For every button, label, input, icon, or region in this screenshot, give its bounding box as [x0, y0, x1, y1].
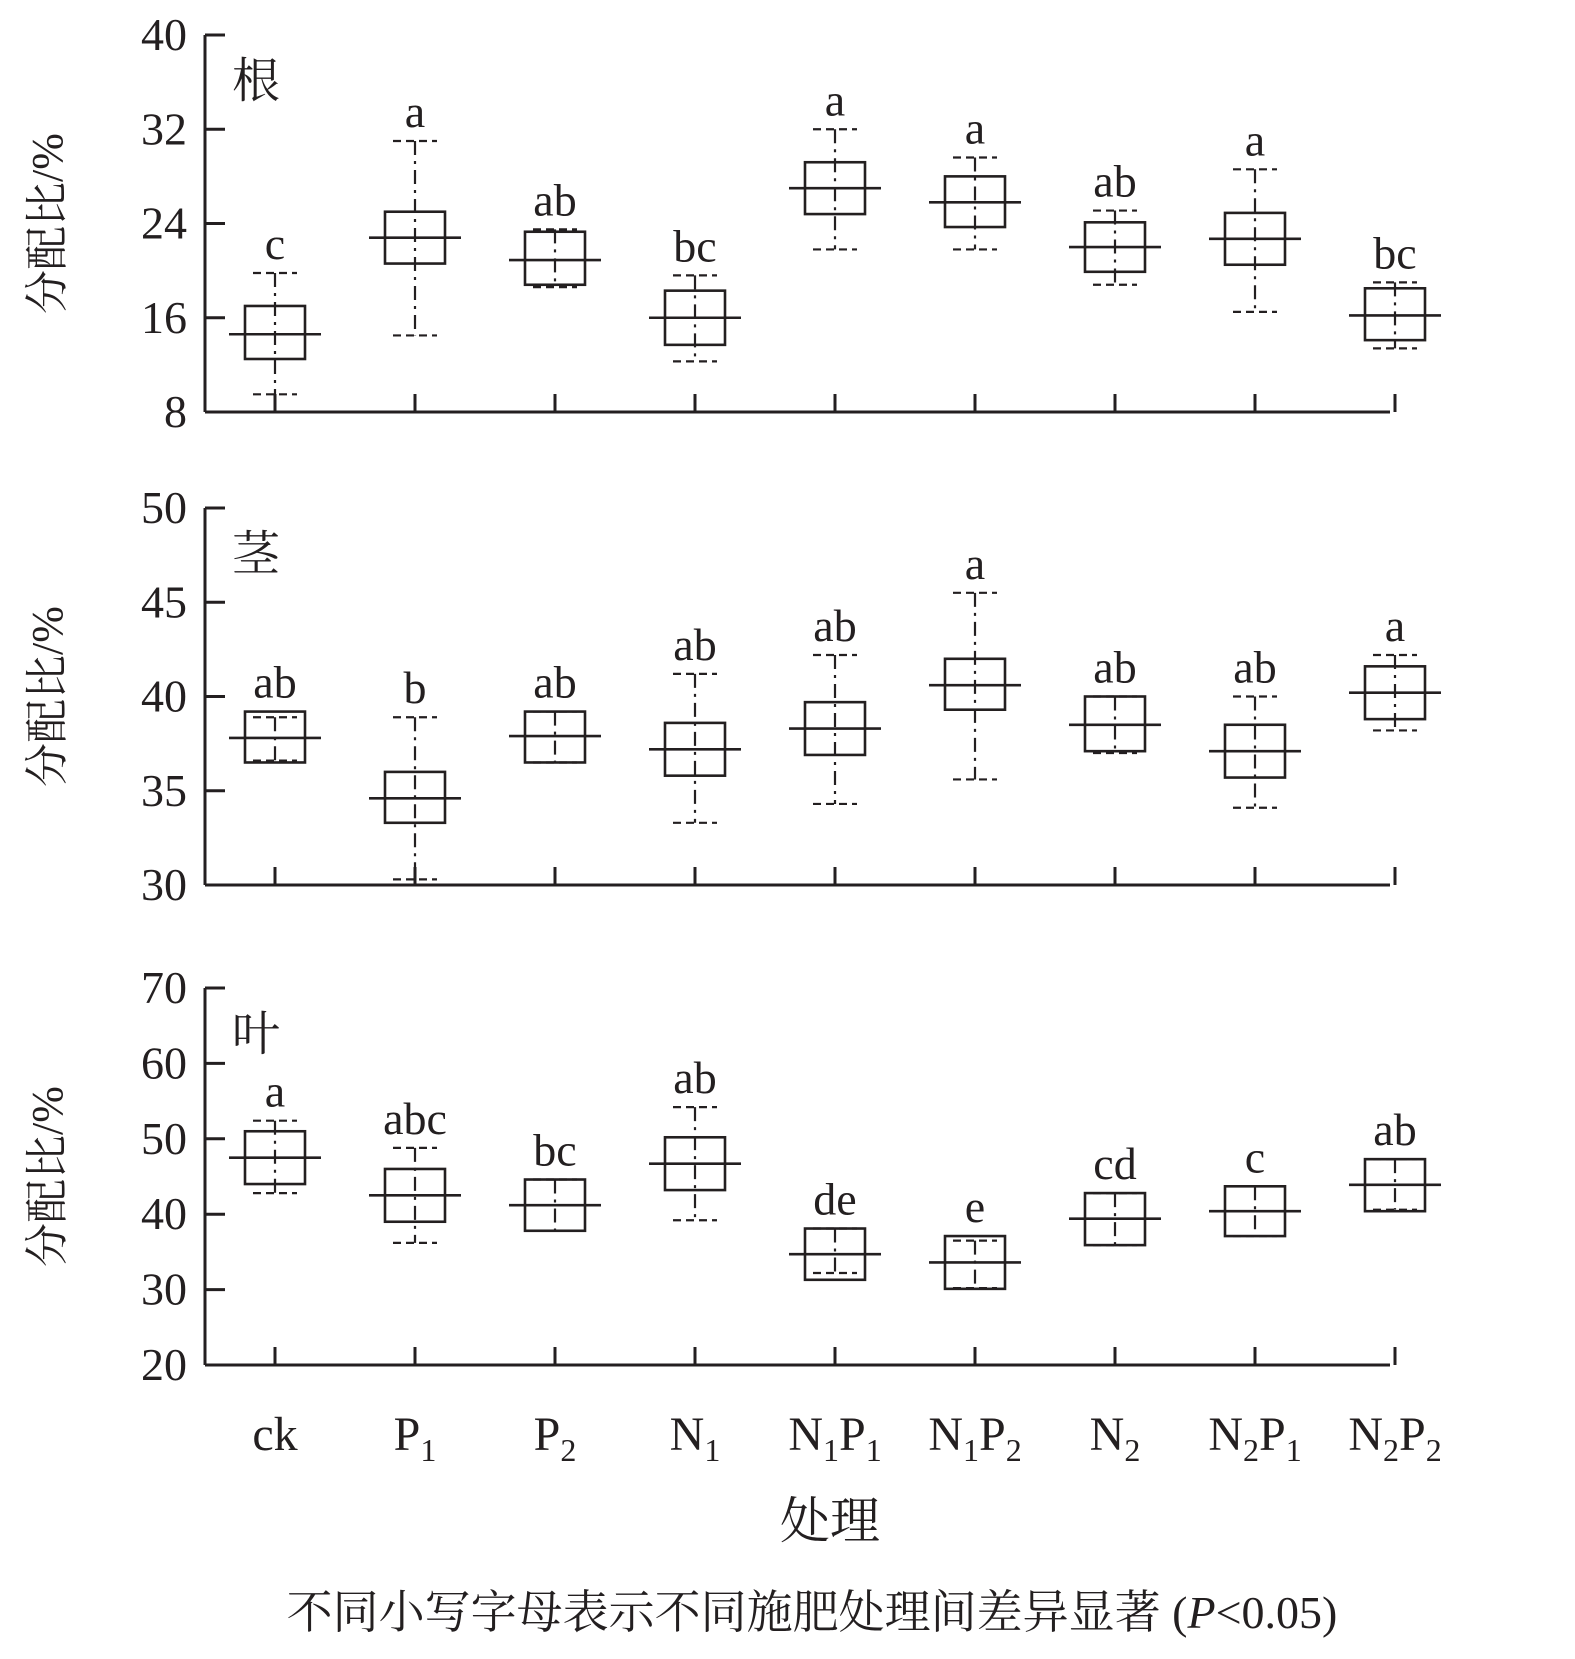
significance-letter: de	[813, 1173, 857, 1225]
significance-letter: ab	[533, 174, 577, 226]
significance-letter: ab	[1093, 155, 1137, 207]
y-tick-label: 60	[141, 1037, 187, 1089]
caption-p-italic: P	[1187, 1587, 1216, 1638]
significance-letter: a	[264, 1065, 286, 1117]
caption-suffix: <0.05)	[1215, 1587, 1338, 1638]
y-tick-label: 16	[141, 291, 187, 343]
y-tick-label: 35	[141, 764, 187, 816]
box-N1P2	[929, 1181, 1021, 1289]
significance-letter: ab	[253, 656, 297, 708]
significance-letter: c	[1244, 1131, 1266, 1183]
box-P1	[369, 1093, 461, 1243]
panel-label: 叶	[232, 1008, 281, 1061]
significance-letter: b	[403, 662, 427, 714]
panel-1	[23, 9, 1441, 437]
box-N1	[649, 220, 741, 361]
x-axis-title: 处理	[780, 1493, 880, 1549]
significance-letter: a	[404, 86, 426, 138]
y-axis-title: 分配比/%	[23, 1086, 72, 1267]
significance-letter: ab	[1373, 1104, 1417, 1156]
significance-letter: abc	[383, 1092, 447, 1144]
x-category-label-P1: P1	[393, 1408, 437, 1469]
significance-letter: ab	[813, 600, 857, 652]
x-category-label-N1P2: N1P2	[928, 1408, 1022, 1469]
y-axis-title: 分配比/%	[23, 133, 72, 314]
y-tick-label: 30	[141, 859, 187, 910]
y-tick-label: 40	[141, 670, 187, 722]
y-tick-label: 20	[141, 1339, 187, 1390]
box-N1P1	[789, 74, 881, 249]
panel-label: 根	[232, 55, 281, 108]
significance-letter: ab	[673, 618, 717, 670]
panel-2	[23, 482, 1441, 910]
x-category-label-N2P2: N2P2	[1348, 1408, 1442, 1469]
x-category-label-P2: P2	[533, 1408, 577, 1469]
significance-letter: ab	[673, 1052, 717, 1104]
box-N1P2	[929, 538, 1021, 780]
box-N2P2	[1349, 1104, 1441, 1211]
box-N1	[649, 1052, 741, 1220]
significance-letter: a	[964, 537, 986, 589]
panel-3	[23, 962, 1441, 1390]
box-N2	[1069, 156, 1161, 285]
significance-letter: ab	[1093, 641, 1137, 693]
box-N2P2	[1349, 227, 1441, 348]
x-category-label-ck: ck	[252, 1408, 298, 1461]
x-category-label-N2: N2	[1089, 1408, 1141, 1469]
box-ck	[229, 218, 321, 394]
box-P2	[509, 174, 601, 287]
significance-letter: a	[1244, 114, 1266, 166]
significance-letter: ab	[1233, 641, 1277, 693]
x-axis-category-labels	[252, 1408, 1441, 1468]
y-axis-title: 分配比/%	[23, 606, 72, 787]
significance-letter: c	[264, 217, 286, 269]
box-P2	[509, 657, 601, 763]
figure-caption	[287, 1587, 1338, 1638]
y-tick-label: 8	[164, 386, 187, 437]
x-category-label-N2P1: N2P1	[1208, 1408, 1302, 1469]
box-ck	[229, 1066, 321, 1193]
box-P1	[369, 662, 461, 879]
significance-letter: cd	[1093, 1138, 1137, 1190]
box-ck	[229, 657, 321, 763]
significance-letter: a	[1384, 600, 1406, 652]
y-tick-label: 40	[141, 9, 187, 60]
box-N2P1	[1209, 114, 1301, 312]
significance-letter: a	[824, 74, 846, 126]
x-category-label-N1: N1	[669, 1408, 721, 1469]
y-tick-label: 70	[141, 962, 187, 1013]
box-P2	[509, 1125, 601, 1231]
y-tick-label: 45	[141, 576, 187, 628]
y-tick-label: 24	[141, 197, 187, 249]
box-N2P1	[1209, 642, 1301, 808]
box-N2	[1069, 1138, 1161, 1245]
y-tick-label: 40	[141, 1188, 187, 1240]
box-N2P2	[1349, 600, 1441, 730]
significance-letter: bc	[533, 1124, 577, 1176]
significance-letter: a	[964, 102, 986, 154]
box-N1P1	[789, 1174, 881, 1280]
box-P1	[369, 86, 461, 335]
x-category-label-N1P1: N1P1	[788, 1408, 882, 1469]
box-N1	[649, 619, 741, 823]
significance-letter: ab	[533, 656, 577, 708]
box-N1P2	[929, 103, 1021, 250]
y-tick-label: 50	[141, 1112, 187, 1164]
y-tick-label: 50	[141, 482, 187, 533]
caption-prefix: 不同小写字母表示不同施肥处理间差异显著 (	[286, 1587, 1188, 1638]
y-tick-label: 32	[141, 103, 187, 155]
significance-letter: bc	[673, 220, 717, 272]
box-N1P1	[789, 600, 881, 804]
box-N2	[1069, 642, 1161, 754]
panel-label: 茎	[232, 528, 281, 581]
significance-letter: bc	[1373, 227, 1417, 279]
significance-letter: e	[964, 1181, 986, 1233]
y-tick-label: 30	[141, 1263, 187, 1315]
box-N2P1	[1209, 1131, 1301, 1236]
